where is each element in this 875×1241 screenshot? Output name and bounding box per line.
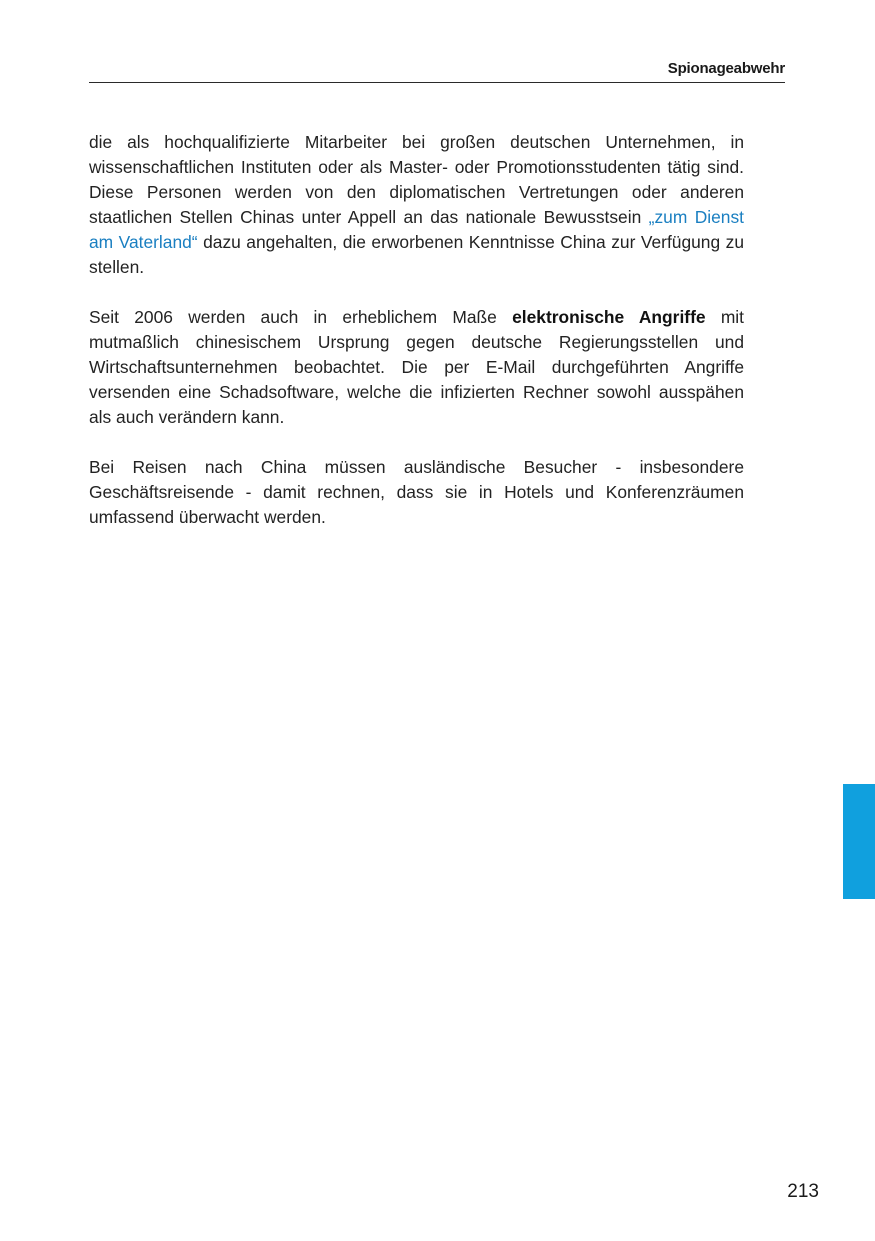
page-number: 213 bbox=[787, 1181, 819, 1202]
body-text bbox=[89, 130, 744, 555]
bold-term: elektronische Angriffe bbox=[512, 307, 706, 327]
paragraph-2 bbox=[89, 305, 744, 430]
paragraph-2-text-end: mit mutmaßlich chinesischem Ursprung gegen deutsche Regierungsstellen und Wirtschaftsunternehmen beobachtet. Die per E-Mail durchgeführten Angriffe versenden eine Schadsoftware, welche die infizierten Rechner sowohl ausspähen als auch verändern kann. bbox=[89, 307, 744, 427]
chapter-tab-marker bbox=[843, 784, 875, 899]
paragraph-3: Bei Reisen nach China müssen ausländische Besucher - insbesondere Geschäftsreisende - damit rechnen, dass sie in Hotels und Konferenzräumen umfassend überwacht werden. bbox=[89, 457, 744, 527]
running-header-title: Spionageabwehr bbox=[667, 60, 785, 77]
paragraph-1-text-start: die als hochqualifizierte Mitarbeiter bei großen deutschen Unternehmen, in wissenschaftlichen Instituten oder als Master- oder Promotionsstudenten tätig sind. Diese Personen werden von den diplomatischen Vertretungen oder anderen staatlichen Stellen Chinas unter Appell an das nationale Bewusstsein bbox=[89, 132, 744, 227]
paragraph-1-text-end: dazu angehalten, die erworbenen Kenntnisse China zur Verfügung zu stellen. bbox=[89, 232, 745, 277]
paragraph-2-text-start: Seit 2006 werden auch in erheblichem Maße bbox=[89, 307, 513, 327]
running-header bbox=[89, 60, 785, 83]
quote-highlight: „zum Dienst am Vaterland“ bbox=[89, 207, 744, 252]
paragraph-1 bbox=[89, 130, 744, 280]
